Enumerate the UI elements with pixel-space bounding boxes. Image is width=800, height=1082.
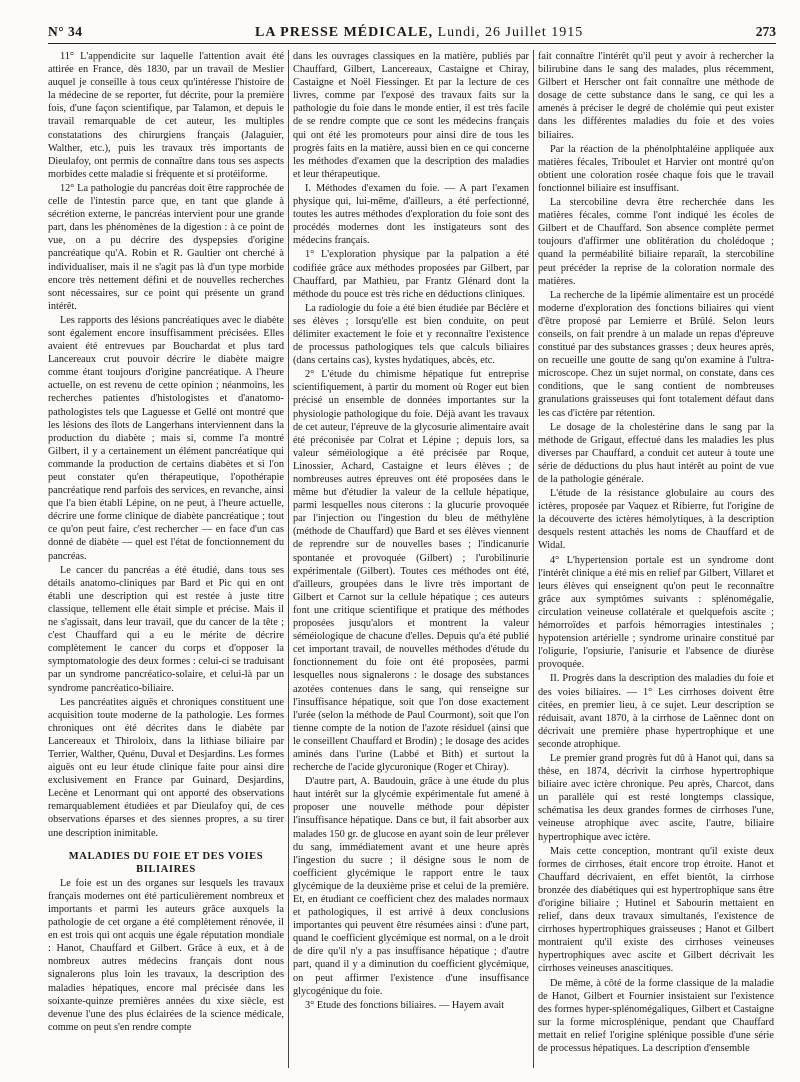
header-rule: [48, 43, 776, 44]
paragraph: Les rapports des lésions pancréatiques avec le diabète sont également encore insuffisamment précisées. Elles avaient été entrevues par Bouchardat et plus tard Lancereaux crut pouvoir décrire le diabète maigre comme étant toujours d'origine pancréatique. A l'heure actuelle, on est revenu de cette opinion ; néanmoins, les recherches patientes d'histologistes et d'anatomo-pathologistes tels que Laguesse et Gellé ont montré que les lésions des îlots de Langerhans interviennent dans la production du diabète ; mais si, comme l'a montré Gilbert, il y a certainement un élément pancréatique qui commande la production de certains diabètes et si l'on peut constater qu'en thérapeutique, l'opothérapie pancréatique rend parfois des services, en revanche, ainsi que l'a bien établi Lépine, on ne peut, à l'heure actuelle, décrire une forme clinique de diabète pancréatique ; tout ce qu'on peut faire, c'est rechercher — en face d'un cas donné de diabète — quel est l'état de fonctionnement du pancréas.: [48, 314, 284, 562]
paragraph: I. Méthodes d'examen du foie. — A part l'examen physique qui, lui-même, d'ailleurs, a été perfectionné, toutes les autres méthodes d'exploration du foie sont des procédés modernes dont les instigateurs sont des médecins français.: [293, 182, 529, 247]
column-middle: [293, 50, 529, 1068]
paragraph: Par la réaction de la phénolphtaléine appliquée aux matières fécales, Triboulet et Harvier ont montré qu'on obtient une coloration rosée chaque fois que le travail fonctionnel biliaire est insuffisant.: [538, 143, 774, 194]
paragraph: La radiologie du foie a été bien étudiée par Béclère et ses élèves ; lorsqu'elle est bien conduite, on peut délimiter exactement le foie et y reconnaître l'existence de processus pathologiques tels que calculs biliaires (dans certains cas), kystes hydatiques, abcès, etc.: [293, 302, 529, 367]
paragraph: Le foie est un des organes sur lesquels les travaux français modernes ont été particulièrement nombreux et importants et parmi les auteurs grâce auxquels la pathologie de cet organe a été complètement rénovée, il en est trois qui ont acquis une égale réputation mondiale : Hanot, Chauffard et Gilbert. Grâce à eux, et à de nombreux autres médecins français dont nous signalerons plus loin les travaux, la description des maladies hépatiques, encore mal précisée dans les soixante-quinze premières années du xixe siècle, est devenue l'une des plus éclairées de la science médicale, comme on peut s'en rendre compte: [48, 877, 284, 1033]
paragraph: fait connaître l'intérêt qu'il peut y avoir à rechercher la bilirubine dans le sang des malades, plus récemment, Gilbert et Herscher ont fait connaître une méthode de dosage de cette substance dans le sang, ce qui les a amenés à préciser le degré de cholémie qui peut exister dans les différentes maladies du foie et des voies biliaires.: [538, 51, 774, 141]
paragraph: 11° L'appendicite sur laquelle l'attention avait été attirée en France, dès 1830, par un travail de Meslier auquel je conseille à tous ceux qu'intéresse l'histoire de la médecine de se reporter, fut décrite, pour la première fois, d'une façon scientifique, par Talamon, et depuis le travail remarquable de cet auteur, les multiples constatations des chirurgiens français (Jalaguier, Walther, etc.), puis les travaux très importants de Dieulafoy, ont permis de connaître dans tous ses aspects morbides cette maladie si fréquente et si protéiforme.: [48, 51, 284, 180]
column-right: [538, 50, 774, 1068]
section-heading: MALADIES DU FOIE ET DES VOIES BILIAIRES: [68, 850, 264, 875]
column-left: [48, 50, 284, 1068]
paragraph: Le dosage de la cholestérine dans le sang par la méthode de Grigaut, effectué dans les maladies les plus diverses par Chauffard, a conduit cet auteur à toute une série de déductions du plus haut intérêt au point de vue de la pathologie générale.: [538, 421, 774, 485]
paragraph: 1° L'exploration physique par la palpation a été codifiée grâce aux méthodes proposées par Gilbert, par Chauffard, par Mathieu, par Frantz Glénard dont la méthode du pouce est très riche en déductions cliniques.: [293, 249, 529, 300]
paragraph: La stercobiline devra être recherchée dans les matières fécales, comme l'ont indiqué les écoles de Gilbert et de Chauffard. Son absence complète permet toujours d'affirmer une oblitération du cholédoque ; quand la perméabilité biliaire reparaît, la stercobiline peut précéder la reprise de la coloration normale des matières.: [538, 197, 774, 287]
paragraph: La recherche de la lipémie alimentaire est un procédé moderne d'exploration des fonctions biliaires qui vient d'être proposé par Lemierre et Brûlé. Selon leurs conseils, on fait prendre à un malade un repas d'épreuve constitué par des substances grasses ; deux heures après, on recueille une goutte de sang qu'on examine à l'ultra-microscope. Chez un sujet normal, on constate, dans ces conditions, que le sang contient de nombreuses granulations graisseuses qui font totalement défaut dans les cas d'ictère par rétention.: [538, 289, 774, 419]
paragraph: De même, à côté de la forme classique de la maladie de Hanot, Gilbert et Fournier insistaient sur l'existence des formes hyper-splénomégaliques, Gilbert et Castaigne sur la forme microsplénique, pendant que Chauffard mettait en relief l'origine splénique possible d'une série de processus hépatiques. La description d'ensemble: [538, 977, 774, 1055]
paragraph: 4° L'hypertension portale est un syndrome dont l'intérêt clinique a été mis en relief par Gilbert, Villaret et leurs élèves qui enseignent qu'on peut le reconnaître grâce aux symptômes suivants : splénomégalie, circulation veineuse collatérale et quelquefois ascite ; hémorroïdes et parfois hémorragies intestinales ; hypotension artérielle ; syndrome urinaire constitué par l'oligurie, l'opsiurie, l'anisurie et l'absence de diurèse provoquée.: [538, 554, 774, 671]
paragraph: D'autre part, A. Baudouin, grâce à une étude du plus haut intérêt sur la glycémie expérimentale fut amené à proposer une nouvelle méthode pour dépister l'insuffisance hépatique. Dans ce but, il fait absorber aux malades 150 gr. de glucose en ayant soin de leur prélever du sang, immédiatement avant et une heure après l'ingestion du sucre ; il désigne sous le nom de coefficient glycémique le rapport entre le taux glycémique de la deuxième prise et celui de la première. Et, en étudiant ce coefficient chez des malades normaux et pathologiques, il est arrivé à deux conclusions importantes qui peuvent être résumées ainsi : d'une part, quand le coefficient glycémique est normal, on a le droit de dire qu'il n'y a pas insuffisance hépatique ; d'autre part, quand il y a diminution du coefficient glycémique, on peut affirmer l'existence d'une insuffisance glycogénique du foie.: [293, 776, 529, 997]
issue-number: N° 34: [48, 24, 83, 39]
page-number: 273: [755, 24, 776, 39]
column-divider: [288, 50, 289, 1068]
paragraph: Le cancer du pancréas a été étudié, dans tous ses détails anatomo-cliniques par Bard et Pic qui en ont établi une description qui est restée à juste titre classique, tellement elle était simple et précise. Mais il ne s'agissait, dans leur travail, que du cancer de la tête ; c'est Chauffard qui a eu le mérite de décrire complètement le cancer du corps et d'opposer la symptomatologie des deux formes : celui-ci se traduisant par un syndrome pancréatico-solaire, et celui-là par un syndrome pancréatico-biliaire.: [48, 564, 284, 694]
paragraph: 12° La pathologie du pancréas doit être rapprochée de celle de l'intestin parce que, en tant que glande à sécrétion externe, le pancréas intervient pour une grande part, dans les phénomènes de la digestion : à ce point de vue, on a pu décrire des dyspepsies d'origine pancréatique qu'A. Robin et R. Gaultier ont cherché à individualiser, mais il ne s'agit pas là d'un type morbide encore très nettement défini et de nouvelles recherches sont nécessaires, sur ce point qui présente un grand intérêt.: [48, 182, 284, 312]
column-divider: [533, 50, 534, 1068]
paragraph: II. Progrès dans la description des maladies du foie et des voies biliaires. — 1° Les cirrhoses doivent être citées, en premier lieu, à ce sujet. Leur description se réduisait, avant 1870, à la cirrhose de Laënnec dont on décrivait une première phase hypertrophique et une seconde atrophique.: [538, 673, 774, 750]
paragraph: dans les ouvrages classiques en la matière, publiés par Chauffard, Gilbert, Lancereaux, Castaigne et Chiray, Castaigne et Noël Fiessinger. Et par la lecture de ces livres, comme par l'exposé des travaux faits sur la pathologie du foie dans le monde entier, il est très facile de se rendre compte que ce sont les médecins français qui ont été les promoteurs pour ainsi dire de tous les progrès faits en la matière, aussi bien en ce qui concerne les méthodes d'examen que la description des maladies et leur thérapeutique.: [293, 51, 529, 180]
paragraph: Mais cette conception, montrant qu'il existe deux formes de cirrhoses, était encore trop étroite. Hanot et Chauffard décrivaient, en effet bientôt, la cirrhose bronzée des diabétiques qui est hypertrophique sans être d'origine biliaire ; Hutinel et Sabourin mettaient en relief, dans deux travaux simultanés, l'existence de cirrhoses hypertrophiques graisseuses ; Hanot et Gilbert montraient qu'il existe des cirrhoses veineuses hypertrophiques avec ascite et Gilbert décrivait les cirrhoses veineuses anascitiques.: [538, 845, 774, 975]
paragraph: 3° Etude des fonctions biliaires. — Hayem avait: [305, 999, 505, 1011]
paragraph: Le premier grand progrès fut dû à Hanot qui, dans sa thèse, en 1874, décrivit la cirrhose hypertrophique biliaire avec ictère chronique. Peu après, Charcot, dans un parallèle qui est resté longtemps classique, schématisa les deux grandes formes de cirrhoses l'une, veineuse atrophique avec ascite, l'autre, biliaire hypertrophique avec ictère.: [538, 752, 774, 843]
journal-name: LA PRESSE MÉDICALE,: [255, 25, 434, 40]
journal-title: [255, 25, 583, 41]
paragraph: L'étude de la résistance globulaire au cours des ictères, proposée par Vaquez et Ribierre, fut l'origine de la découverte des ictères hémolytiques, à la description desquels restent attachés les noms de Chauffard et de Widal.: [538, 488, 774, 552]
paragraph: Les pancréatites aiguës et chroniques constituent une acquisition toute moderne de la pathologie. Les formes chroniques ont été décrites dans le diabète par Lancereaux et Thiroloix, dans la lithiase biliaire par Terrier, Walther, Quénu, Duval et Desjardins. Les formes aiguës ont eu leur étude clinique faite pour ainsi dire exclusivement en France par Guinard, Desjardins, Lecène et Lenormant qui ont apporté des observations remarquablement étudiées et par Dieulafoy qui, de ces observations éparses et des siennes propres, a su tirer une description inimitable.: [48, 696, 284, 839]
paragraph: 2° L'étude du chimisme hépatique fut entreprise scientifiquement, à partir du moment où Roger eut bien précisé un ensemble de données importantes sur la physiologie pathologique du foie. Déjà avant les travaux de cet auteur, l'épreuve de la glycosurie alimentaire avait été préconisée par Colrat et Lépine ; depuis lors, sa valeur séméiologique a été précisée par Roque, Linossier, Achard, Castaigne et leurs élèves ; de nombreuses autres épreuves ont été proposées dans le même but d'étudier la valeur de la cellule hépatique, parmi lesquelles nous citerons : la glucurie provoquée par l'injection ou l'ingestion du bleu de méthylène (méthode de Chauffard) que Bard et ses élèves viennent de reprendre sur de nouvelles bases ; l'indicanurie spontanée et provoquée (Gilbert) ; l'urobilinurie expérimentale (Gilbert). Toutes ces méthodes ont été, d'ailleurs, groupées dans le livre très important de Gilbert et Carnot sur la cellule hépatique ; ces auteurs font une critique scientifique et pratique des méthodes proposées jusqu'alors et montrent la valeur séméiologique de chacune d'elles. Depuis qu'a été publié cet important travail, de nouvelles méthodes d'étude du fonctionnement du foie ont été proposées, parmi lesquelles nous signalerons : le dosage des substances azotées contenues dans le sang, qui renseigne sur l'insuffisance hépatique, soit que l'on dose exactement l'urée (selon la méthode de Paul Courmont), soit que l'on tienne compte de la notion de l'azote résiduel (ainsi que le conseillent Chauffard et Brodin) ; le dosage des acides aminés dans l'urine (Labbé et Bith) et surtout la recherche de l'acide glycuronique (Roger et Chiray).: [293, 369, 529, 774]
issue-date: Lundi, 26 Juillet 1915: [437, 25, 584, 40]
